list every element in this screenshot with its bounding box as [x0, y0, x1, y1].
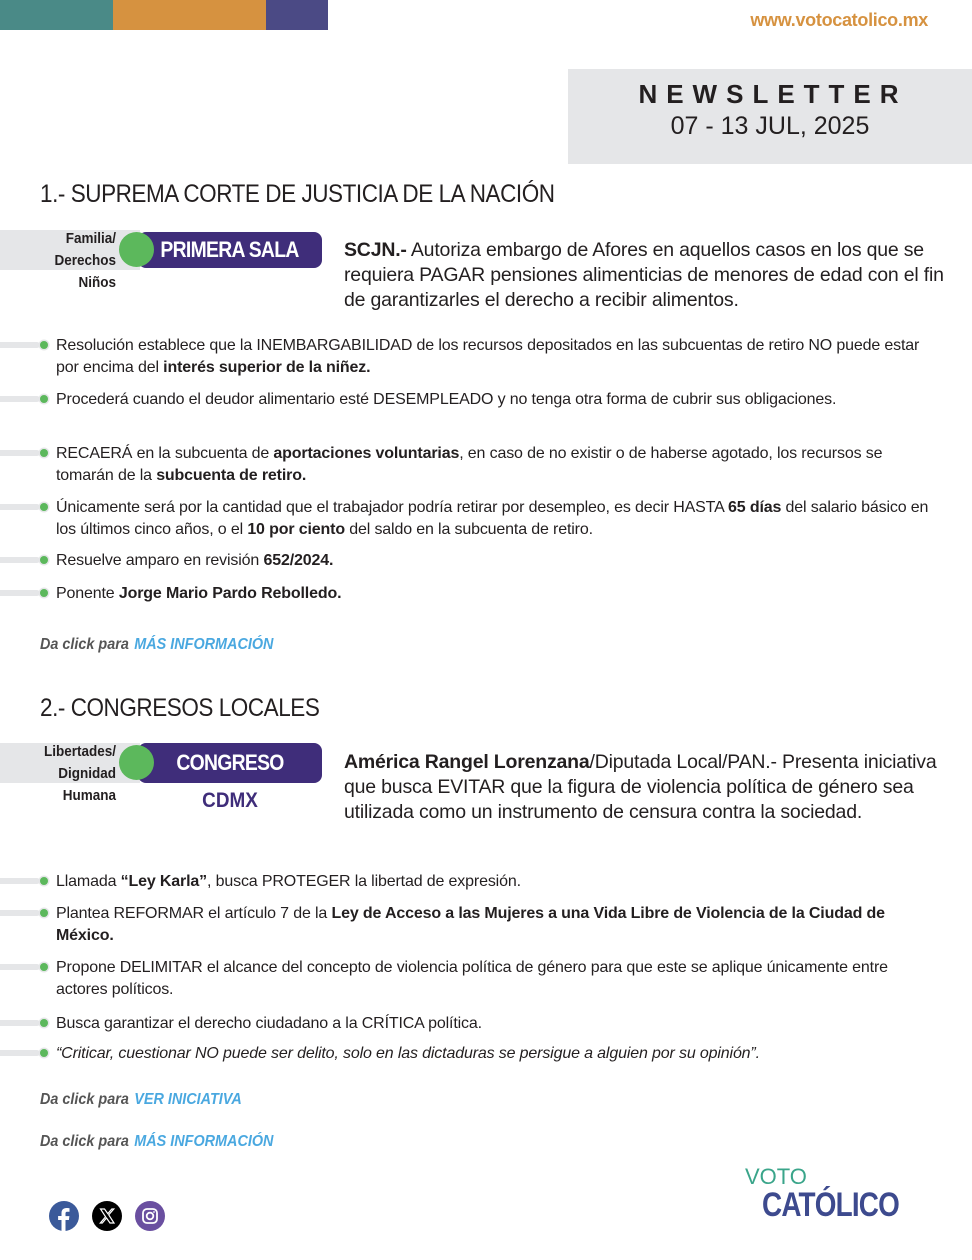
bullet-dot-icon	[40, 909, 48, 917]
bullet-dot-icon	[40, 556, 48, 564]
bullet-text-part: del saldo en la subcuenta de retiro.	[344, 521, 593, 538]
bullet-dot-icon	[40, 341, 48, 349]
tag-line: Humana	[62, 787, 116, 804]
bullet-item	[0, 443, 940, 487]
bullet-bar	[0, 342, 40, 348]
instagram-icon[interactable]	[135, 1201, 165, 1231]
bullet-bold-text: 10 por ciento	[247, 521, 345, 538]
bullet-text	[56, 871, 940, 893]
bullet-bold-text: interés superior de la niñez.	[163, 359, 371, 376]
bullet-text-part: Plantea REFORMAR el artículo 7 de la	[56, 905, 332, 922]
bullet-text-part: Llamada	[56, 873, 121, 890]
tag-line: Libertades/	[43, 743, 117, 760]
bullet-item	[0, 583, 940, 605]
bullet-text-part: “Criticar, cuestionar NO puede ser delito, solo en las dictaduras se persigue a alguien por su opinión”.	[56, 1045, 760, 1062]
bullet-text	[56, 903, 940, 947]
bullet-bar	[0, 1020, 40, 1026]
more-info-link[interactable]: MÁS INFORMACIÓN	[134, 636, 274, 653]
newsletter-title: NEWSLETTER	[638, 79, 908, 109]
brand-color-bar	[0, 0, 328, 30]
bullet-bold-text: aportaciones voluntarias	[273, 445, 460, 462]
bullet-item	[0, 871, 940, 893]
bullet-item	[0, 1013, 940, 1035]
bullet-bold-text: Ley de Acceso a las Mujeres a una Vida Libre de Violencia de la Ciudad de México.	[56, 905, 885, 944]
bullet-bar	[0, 590, 40, 596]
view-initiative-link[interactable]: VER INICIATIVA	[134, 1091, 242, 1108]
bullet-bar	[0, 557, 40, 563]
green-dot-icon	[119, 745, 154, 780]
bullet-dot-icon	[40, 589, 48, 597]
bullet-bar	[0, 910, 40, 916]
pill-subtitle: CDMX	[202, 789, 258, 812]
bullet-dot-icon	[40, 449, 48, 457]
bullet-bar	[0, 450, 40, 456]
tag-line: Niños	[78, 274, 116, 291]
lead-text: /Diputada Local/PAN.- Presenta iniciativa que busca EVITAR que la figura de violencia política de género sea utilizada como un instrumento de censura contra la sociedad.	[344, 751, 937, 823]
lead-bold: SCJN.-	[344, 239, 407, 261]
lead-paragraph	[344, 750, 944, 825]
bullet-bold-text: “Ley Karla”	[120, 873, 208, 890]
link-prefix: Da click para	[40, 1133, 129, 1150]
bullet-bold-text: 652/2024.	[263, 552, 334, 569]
bullet-text-part: , busca PROTEGER la libertad de expresión.	[207, 873, 521, 890]
bullet-bold-text: subcuenta de retiro.	[156, 467, 307, 484]
bullet-bar	[0, 1050, 40, 1056]
x-icon[interactable]	[92, 1201, 122, 1231]
bullet-text-part: Únicamente será por la cantidad que el trabajador podría retirar por desempleo, es decir HASTA	[56, 499, 729, 516]
logo-voto: VOTO	[744, 1164, 807, 1189]
bullet-text	[56, 389, 940, 411]
category-tag-label	[12, 741, 116, 807]
bullet-item	[0, 335, 940, 379]
color-block-purple	[266, 0, 328, 30]
more-info-link[interactable]: MÁS INFORMACIÓN	[134, 1133, 274, 1150]
tag-line: Familia/	[65, 230, 116, 247]
bullet-item	[0, 957, 940, 1001]
voto-catolico-logo	[745, 1166, 929, 1222]
lead-bold: América Rangel Lorenzana	[344, 751, 590, 773]
bullet-bar	[0, 396, 40, 402]
bullet-text-part: Resolución establece que la INEMBARGABILIDAD de los recursos depositados en las subcuentas de retiro NO puede estar por encima del	[56, 337, 920, 376]
bullet-item	[0, 389, 940, 411]
lead-paragraph	[344, 238, 944, 313]
bullet-text	[56, 957, 940, 1001]
bullet-bold-text: Jorge Mario Pardo Rebolledo.	[118, 585, 342, 602]
newsletter-header-box	[568, 69, 972, 164]
section-title: 1.- SUPREMA CORTE DE JUSTICIA DE LA NACIÓN	[40, 180, 555, 208]
bullet-text	[56, 497, 940, 541]
bullet-dot-icon	[40, 963, 48, 971]
bullet-dot-icon	[40, 877, 48, 885]
bullet-text-part: Busca garantizar el derecho ciudadano a la CRÍTICA política.	[56, 1015, 482, 1032]
link-prefix: Da click para	[40, 1091, 129, 1108]
bullet-item	[0, 550, 940, 572]
bullet-dot-icon	[40, 503, 48, 511]
pill-label: PRIMERA SALA	[160, 237, 300, 262]
bullet-text-part: del salario básico en los últimos cinco años, o el	[56, 499, 929, 538]
bullet-bar	[0, 878, 40, 884]
bullet-text-part: Ponente	[56, 585, 119, 602]
bullet-bar	[0, 504, 40, 510]
institution-pill	[138, 743, 322, 783]
bullet-dot-icon	[40, 1049, 48, 1057]
bullet-text	[56, 335, 940, 379]
bullet-text	[56, 550, 940, 572]
facebook-icon[interactable]	[49, 1201, 79, 1231]
view-initiative-link-row	[40, 1091, 242, 1109]
green-dot-icon	[119, 232, 154, 267]
bullet-item	[0, 497, 940, 541]
color-block-teal	[0, 0, 113, 30]
tag-line: Derechos	[54, 252, 116, 269]
bullet-text-part: Procederá cuando el deudor alimentario esté DESEMPLEADO y no tenga otra forma de cubrir sus obligaciones.	[56, 391, 837, 408]
newsletter-date: 07 - 13 JUL, 2025	[670, 112, 870, 140]
social-icons	[49, 1201, 165, 1231]
bullet-text	[56, 1043, 940, 1065]
tag-line: Dignidad	[58, 765, 116, 782]
more-info-link-row	[40, 1133, 273, 1151]
bullet-text-part: Propone DELIMITAR el alcance del concepto de violencia política de género para que este se aplique únicamente entre actores políticos.	[56, 959, 888, 998]
bullet-item	[0, 903, 940, 947]
bullet-bold-text: 65 días	[728, 499, 782, 516]
institution-pill	[138, 232, 322, 268]
bullet-dot-icon	[40, 1019, 48, 1027]
logo-catolico: CATÓLICO	[761, 1186, 899, 1224]
bullet-item	[0, 1043, 940, 1065]
pill-label: CONGRESO	[176, 750, 284, 775]
bullet-text-part: RECAERÁ en la subcuenta de	[56, 445, 274, 462]
bullet-text	[56, 443, 940, 487]
site-url-link[interactable]: www.votocatolico.mx	[750, 10, 928, 30]
bullet-bar	[0, 964, 40, 970]
category-tag-label	[12, 228, 116, 294]
bullet-dot-icon	[40, 395, 48, 403]
bullet-text-part: Resuelve amparo en revisión	[56, 552, 264, 569]
bullet-text-part: , en caso de no existir o de haberse agotado, los recursos se tomarán de la	[56, 445, 883, 484]
section-title: 2.- CONGRESOS LOCALES	[40, 694, 320, 722]
bullet-text	[56, 1013, 940, 1035]
more-info-link-row	[40, 636, 273, 654]
bullet-text	[56, 583, 940, 605]
color-block-orange	[113, 0, 266, 30]
link-prefix: Da click para	[40, 636, 129, 653]
lead-text: Autoriza embargo de Afores en aquellos casos en los que se requiera PAGAR pensiones alimenticias de menores de edad con el fin de garantizarles el derecho a recibir alimentos.	[344, 239, 944, 311]
